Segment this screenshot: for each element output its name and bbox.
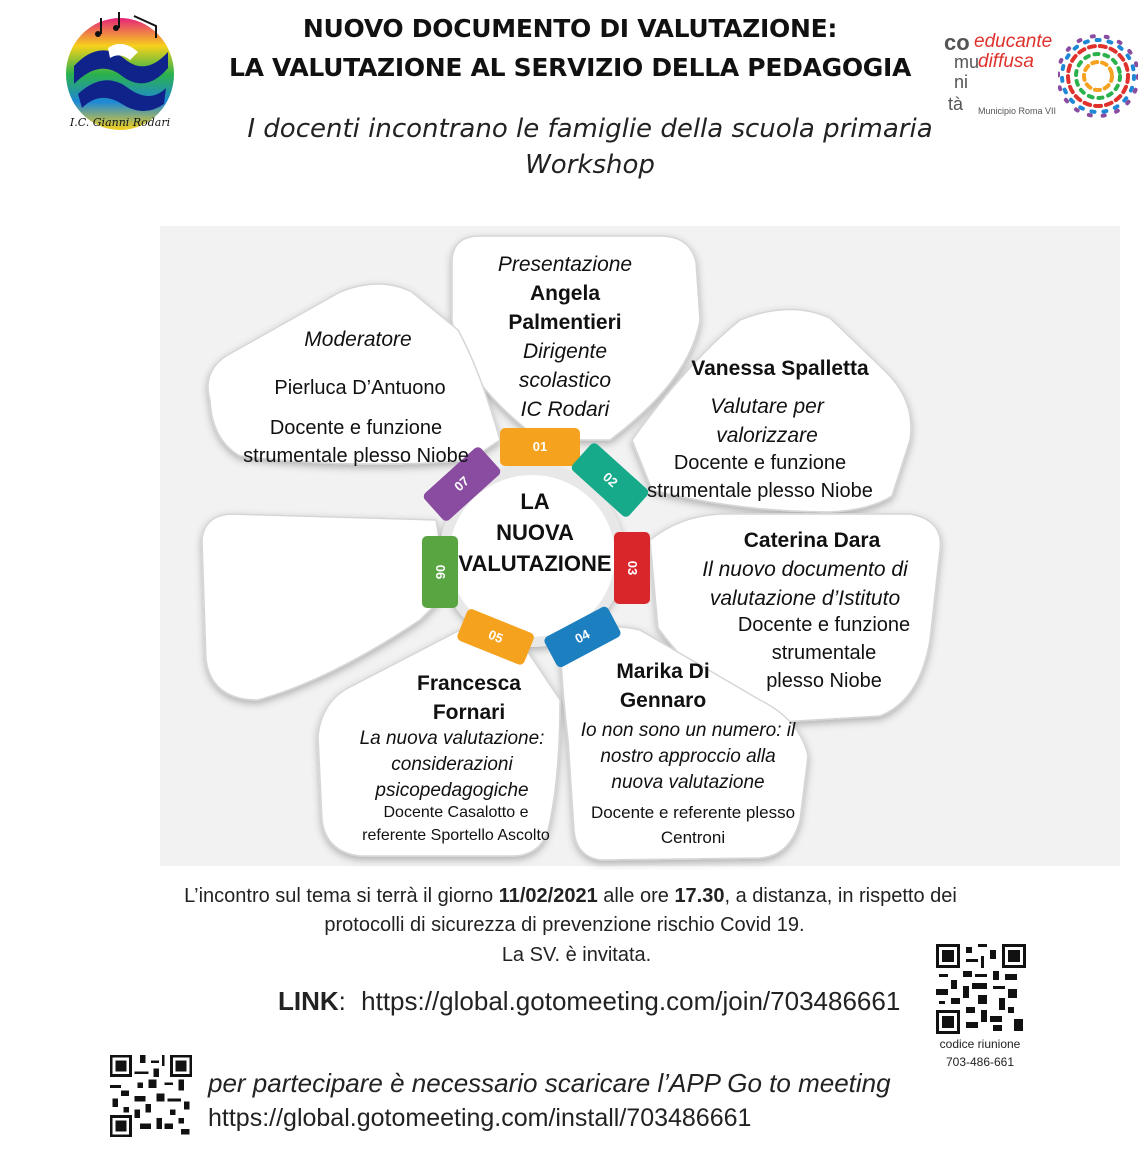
svg-text:06: 06	[433, 564, 448, 580]
school-logo-text: I.C. Gianni Rodari	[69, 116, 171, 129]
upper-right-desc	[642, 449, 878, 505]
bottom-left-desc-2: referente Sportello Ascolto	[362, 827, 550, 844]
upper-left-name: Pierluca D’Antuono	[274, 377, 446, 399]
svg-text:02: 02	[599, 469, 621, 491]
svg-text:05: 05	[486, 626, 506, 647]
meeting-link-row	[278, 986, 900, 1017]
bottom-right-topic-3: nuova valutazione	[611, 772, 765, 793]
top-role: Presentazione	[497, 253, 633, 276]
qr-caption	[920, 1035, 1040, 1071]
svg-text:04: 04	[572, 626, 593, 647]
event-text-pre: L’incontro sul tema si terrà il giorno	[184, 885, 499, 907]
logo-diffusa: diffusa	[978, 51, 1034, 72]
event-text-mid: alle ore	[597, 885, 675, 907]
logo-ta: tà	[948, 94, 964, 114]
upper-left-desc	[236, 414, 476, 470]
bottom-right-topic-2: nostro approccio alla	[600, 746, 776, 767]
upper-left-desc-1: Docente e funzione	[269, 417, 443, 439]
qr-caption-1: codice riunione	[939, 1037, 1021, 1051]
right-topic-2: valutazione d’Istituto	[709, 587, 901, 610]
logo-ni: ni	[954, 72, 969, 92]
center-line-1: LA	[520, 489, 550, 514]
subtitle-line-1: I docenti incontrano le famiglie della scuola primaria	[247, 114, 933, 144]
bottom-right-desc-1: Docente e referente plesso	[590, 803, 796, 822]
people-ring-icon	[1058, 6, 1138, 148]
top-name-1: Angela	[529, 282, 600, 305]
link-colon: :	[338, 986, 346, 1016]
app-install-link[interactable]: https://global.gotomeeting.com/install/703486661	[208, 1104, 752, 1132]
tab-01	[500, 428, 580, 466]
bottom-left-topic-1: La nuova valutazione:	[359, 728, 545, 749]
upper-right-topic	[660, 392, 874, 450]
logo-mu: mu	[954, 52, 980, 72]
event-details-line-3: La SV. è invitata.	[501, 944, 652, 966]
bottom-left-desc-1: Docente Casalotto e	[383, 804, 529, 821]
top-desc-1: Dirigente	[522, 340, 608, 363]
community-logo	[944, 30, 1064, 126]
bottom-right-desc	[580, 800, 806, 850]
bottom-left-name	[384, 669, 554, 727]
bottom-right-topic	[560, 718, 816, 796]
subtitle-line-2: Workshop	[525, 150, 655, 180]
svg-text:07: 07	[451, 473, 473, 495]
petal-top-text	[470, 250, 660, 424]
right-topic-1: Il nuovo documento di	[702, 558, 908, 581]
qr-caption-2: 703-486-661	[945, 1055, 1015, 1069]
bottom-right-name-1: Marika Di	[616, 660, 710, 683]
bottom-right-name-2: Gennaro	[619, 689, 707, 712]
school-logo	[60, 8, 180, 134]
center-line-2: NUOVA	[496, 520, 574, 545]
event-text-post: , a distanza, in rispetto dei	[724, 885, 957, 907]
center-line-3: VALUTAZIONE	[458, 551, 612, 576]
upper-left-desc-2: strumentale plesso Niobe	[243, 445, 469, 467]
event-details-line-2: protocolli di sicurezza di prevenzione rischio Covid 19.	[324, 914, 805, 936]
right-desc-3: plesso Niobe	[766, 670, 882, 692]
bottom-left-desc	[356, 801, 556, 847]
center-label	[430, 486, 640, 579]
bottom-left-topic	[344, 726, 560, 804]
right-desc-1: Docente e funzione	[737, 614, 911, 636]
bottom-left-topic-2: considerazioni	[391, 754, 513, 775]
top-desc-2: scolastico	[518, 369, 612, 392]
event-time: 17.30	[674, 885, 725, 907]
upper-right-desc-1: Docente e funzione	[673, 452, 847, 474]
bottom-right-desc-2: Centroni	[660, 828, 726, 847]
upper-right-name: Vanessa Spalletta	[691, 357, 869, 380]
top-name-2: Palmentieri	[508, 311, 622, 334]
event-details-line-1	[0, 885, 1141, 908]
right-desc-2: strumentale	[771, 642, 877, 664]
upper-right-topic-1: Valutare per	[710, 395, 824, 418]
meeting-link[interactable]: https://global.gotomeeting.com/join/703486661	[361, 986, 901, 1016]
upper-right-topic-2: valorizzare	[716, 424, 818, 447]
bottom-left-name-1: Francesca	[417, 672, 521, 695]
svg-text:01: 01	[532, 439, 548, 454]
bottom-right-name	[590, 657, 736, 715]
app-download-instructions: per partecipare è necessario scaricare l’APP Go to meeting	[208, 1068, 891, 1098]
right-name: Caterina Dara	[743, 529, 881, 552]
title-line-1: NUOVO DOCUMENTO DI VALUTAZIONE:	[302, 14, 838, 43]
app-install-qr-code	[110, 1055, 192, 1137]
bottom-right-topic-1: Io non sono un numero: il	[580, 720, 796, 741]
logo-co: co	[944, 30, 970, 55]
link-label: LINK	[278, 986, 339, 1016]
logo-municipio: Municipio Roma VII	[978, 106, 1057, 116]
title-line-2: LA VALUTAZIONE AL SERVIZIO DELLA PEDAGOGIA	[228, 53, 912, 82]
right-topic	[680, 555, 930, 613]
meeting-qr-code	[936, 944, 1026, 1034]
bottom-left-name-2: Fornari	[432, 701, 506, 724]
bottom-left-topic-3: psicopedagogiche	[375, 780, 529, 801]
logo-educante: educante	[974, 31, 1053, 52]
upper-left-role: Moderatore	[304, 328, 412, 351]
event-date: 11/02/2021	[498, 885, 598, 907]
top-desc-3: IC Rodari	[520, 398, 610, 421]
upper-right-desc-2: strumentale plesso Niobe	[647, 480, 873, 502]
svg-text:03: 03	[625, 560, 640, 576]
right-desc	[728, 611, 920, 695]
